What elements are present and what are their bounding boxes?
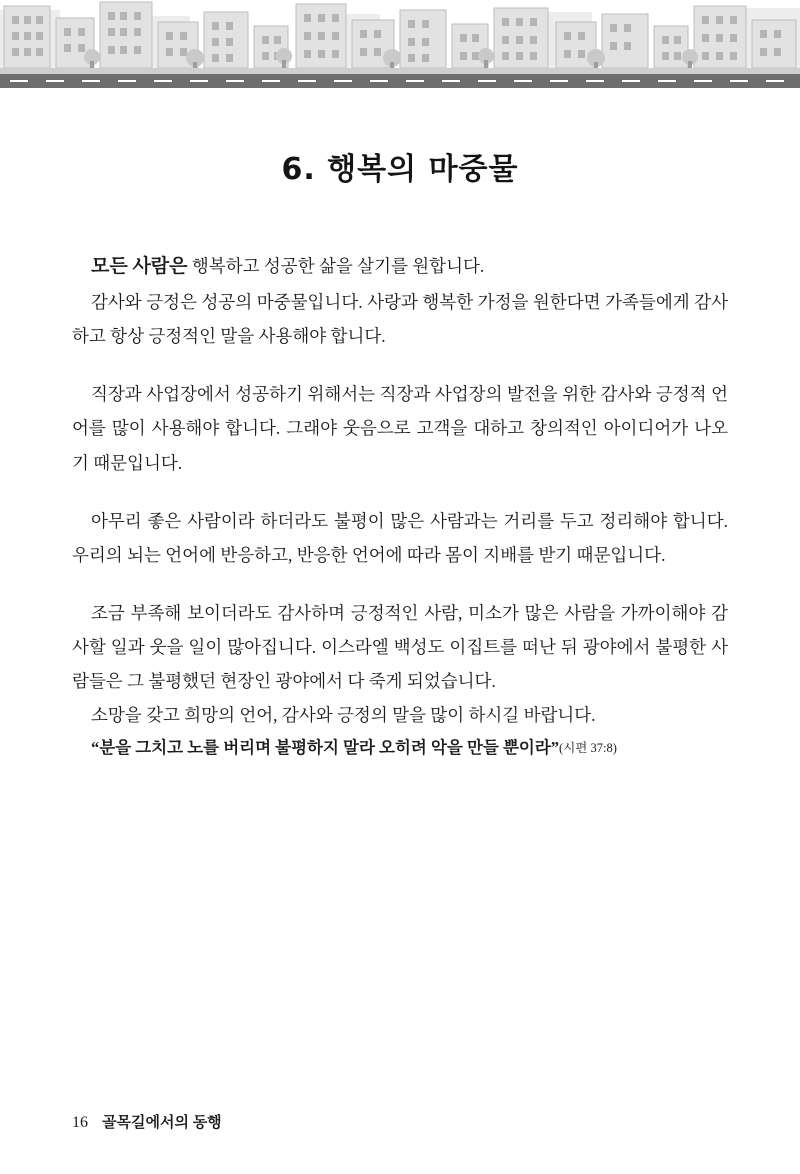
paragraph-1 [72, 248, 728, 285]
page-content [0, 92, 800, 1174]
lead-emphasis: 모든 사람은 [91, 256, 188, 277]
scripture-text: “분을 그치고 노를 버리며 불평하지 말라 오히려 악을 만들 뿐이라” [91, 738, 560, 758]
paragraph-3: 직장과 사업장에서 성공하기 위해서는 직장과 사업장의 발전을 위한 감사와 긍정적 언어를 많이 사용해야 합니다. 그래야 웃음으로 고객을 대하고 창의적인 아이디어가 나오기 때문입니다. [72, 384, 728, 473]
chapter-title: 6. 행복의 마중물 [281, 152, 519, 187]
paragraph-1-text: 행복하고 성공한 삶을 살기를 원합니다. [187, 256, 485, 276]
page-footer [72, 1111, 222, 1132]
paragraph-5: 조금 부족해 보이더라도 감사하며 긍정적인 사람, 미소가 많은 사람을 가까이해야 감사할 일과 웃을 일이 많아집니다. 이스라엘 백성도 이집트를 떠난 뒤 광야에서 불평한 사람들은 그 불평했던 현장인 광야에서 다 죽게 되었습니다. [72, 602, 728, 692]
scripture-reference: (시편 37:8) [559, 741, 617, 756]
header-illustration [0, 0, 800, 92]
paragraph-4: 아무리 좋은 사람이라 하더라도 불평이 많은 사람과는 거리를 두고 정리해야 합니다. 우리의 뇌는 언어에 반응하고, 반응한 언어에 따라 몸이 지배를 받기 때문입니다. [72, 510, 728, 565]
paragraph-2: 감사와 긍정은 성공의 마중물입니다. 사랑과 행복한 가정을 원한다면 가족들에게 감사하고 항상 긍정적인 말을 사용해야 합니다. [72, 292, 728, 347]
townscape-illustration [0, 0, 800, 92]
scripture-quote [72, 732, 728, 764]
body-text [72, 248, 728, 765]
paragraph-6: 소망을 갖고 희망의 언어, 감사와 긍정의 말을 많이 하시길 바랍니다. [91, 705, 596, 726]
page-number: 16 [72, 1114, 88, 1131]
book-title: 골목길에서의 동행 [102, 1115, 222, 1131]
